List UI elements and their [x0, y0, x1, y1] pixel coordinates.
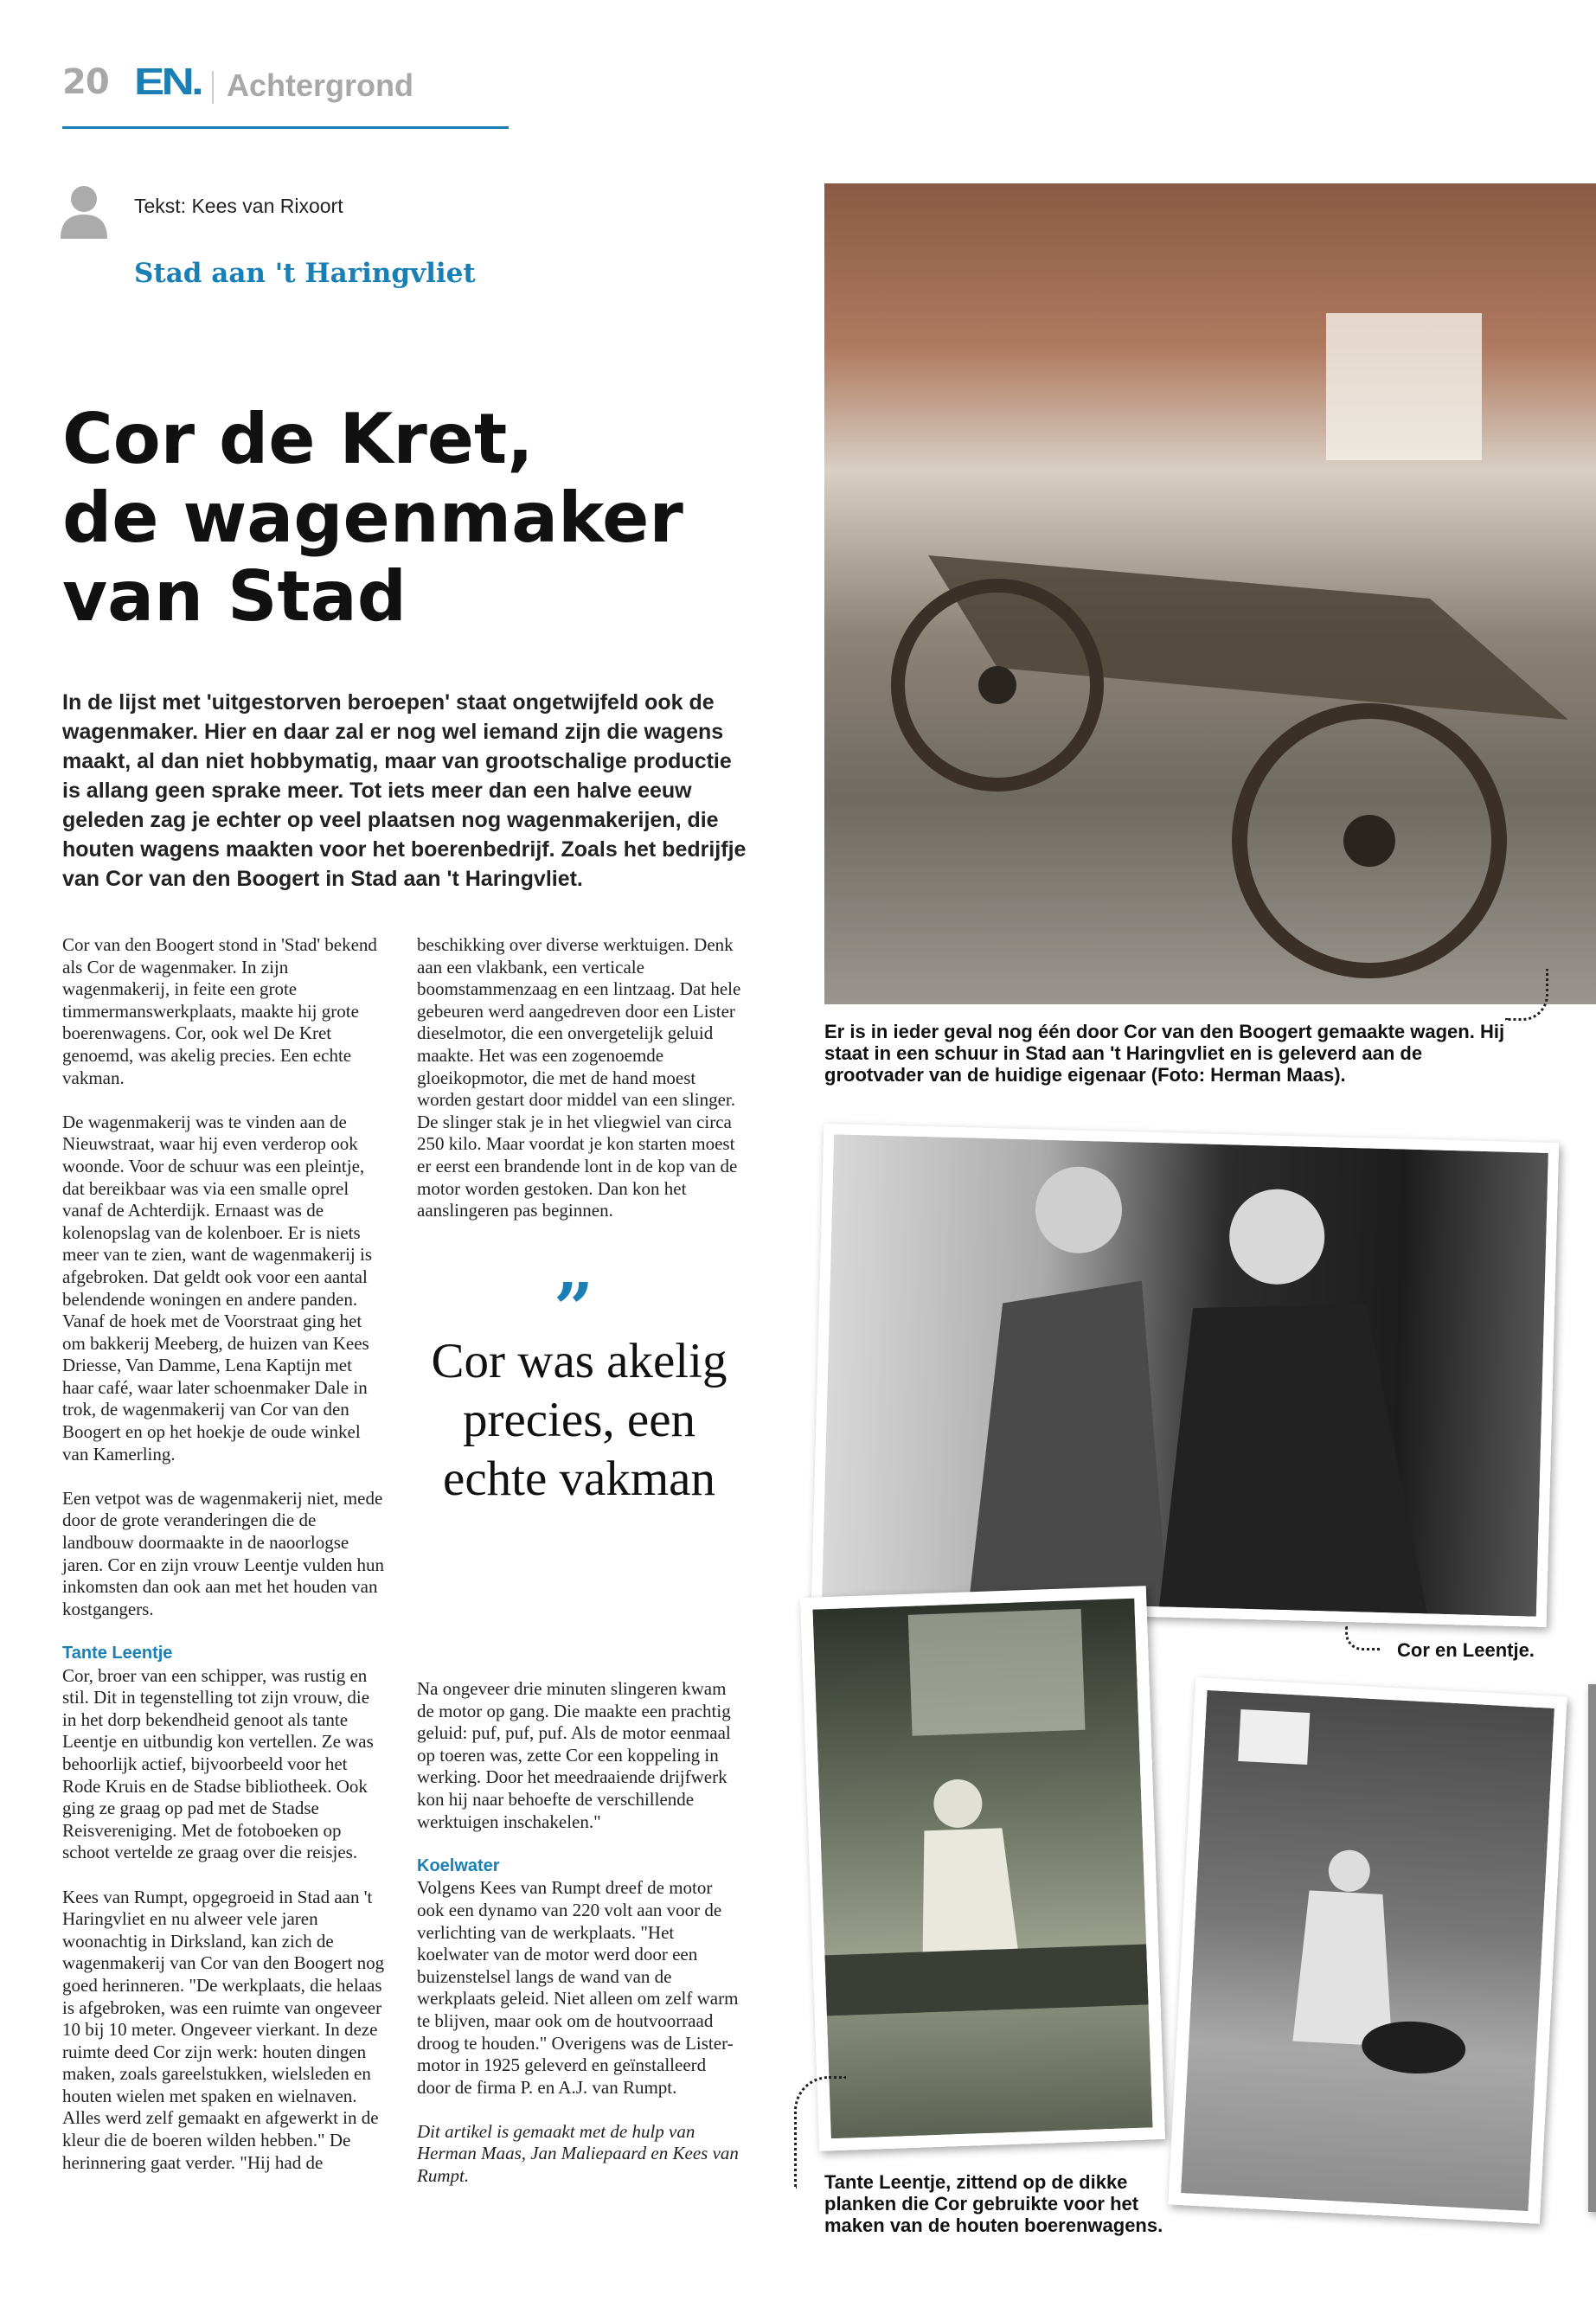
paragraph: Na ongeveer drie minuten slingeren kwam de motor op gang. Die maakte een prachtig geluid: puf, puf, puf. Als de motor eenmaal op toeren was, zette Cor een koppeling in werking. Door het meedraaiende drijfwerk kon hij naar behoefte de verschillende werktuigen inschakelen." — [417, 1678, 731, 1832]
author-avatar-icon — [59, 182, 109, 239]
caption-pointer — [1505, 969, 1548, 1021]
article-column-1 — [62, 934, 387, 2196]
header-separator — [212, 71, 214, 104]
caption-pointer — [1345, 1626, 1380, 1650]
page-number: 20 — [62, 62, 109, 102]
leentje-dog-illustration — [1181, 1690, 1554, 2211]
headline-line: van Stad — [62, 556, 407, 637]
leentje-seated-photo — [800, 1586, 1165, 2151]
paragraph: beschikking over diverse werktuigen. Denk aan een vlakbank, een verticale boomstammenzaag en een lintzaag. Dat hele gebeuren werd aangedreven door een Lister dieselmotor, die een onvergetelijk geluid maakte. Het was een zogenoemde gloeikopmotor, die met de hand moest worden gestart door middel van een slinger. De slinger stak je in het vliegwiel van circa 250 kilo. Maar voordat je kon starten moest er eerst een brandende lont in de kop van de motor worden gestoken. Dan kon het aanslingeren pas beginnen. — [417, 934, 741, 1221]
pull-quote: Cor was akelig precies, een echte vakman — [431, 1334, 727, 1506]
leentje-seated-illustration — [812, 1599, 1152, 2139]
paragraph: Een vetpot was de wagenmakerij niet, mede door de grote veranderingen die de landbouw doormaakte in de naoorlogse jaren. Cor en zijn vrouw Leentje vulden hun inkomsten dan ook aan met het houden van kostgangers. — [62, 1487, 385, 1619]
couple-illustration — [822, 1134, 1548, 1616]
subheading: Tante Leentje — [62, 1644, 173, 1663]
lead-paragraph: In de lijst met 'uitgestorven beroepen' staat ongetwijfeld ook de wagenmaker. Hier en daar zal er nog wel iemand zijn die wagens maakt, al dan niet hobbymatig, maar van grootschalige productie is allang geen sprake meer. Tot iets meer dan een halve eeuw geleden zag je echter op veel plaatsen nog wagenmakerijen, die houten wagens maakten voor het boerenbedrijf. Zoals het bedrijfje van Cor van den Boogert in Stad aan 't Haringvliet. — [62, 690, 747, 891]
headline — [62, 400, 754, 636]
credit-note: Dit artikel is gemaakt met de hulp van Herman Maas, Jan Maliepaard en Kees van Rumpt. — [417, 2120, 739, 2187]
paragraph: Volgens Kees van Rumpt dreef de motor ook een dynamo van 220 volt aan voor de verlichting van de werkplaats. "Het koelwater van de motor werd door een buizenstelsel langs de wand van de werkplaats geleid. Niet alleen om zelf warm te blijven, maar ook om de houtvoorraad droog te houden." Overigens was de Lister-motor in 1925 geleverd en geïnstalleerd door de firma P. en A.J. van Rumpt. — [417, 1877, 739, 2098]
section-title: Achtergrond — [227, 67, 413, 103]
wagon-illustration — [824, 183, 1596, 1004]
paragraph: Cor van den Boogert stond in 'Stad' bekend als Cor de wagenmaker. In zijn wagenmakerij, in feite een grote timmermanswerkplaats, maakte hij grote boerenwagens. Cor, ook wel De Kret genoemd, was akelig precies. Een echte vakman. — [62, 934, 377, 1088]
paragraph: Kees van Rumpt, opgegroeid in Stad aan 't Haringvliet en nu alweer vele jaren woonachtig in Dirksland, kan zich de wagenmakerij van Cor van den Boogert nog goed herinneren. "De werkplaats, die helaas is afgebroken, was een ruimte van ongeveer 10 bij 10 meter. Ongeveer vierkant. In deze ruimte deed Cor zijn werk: houten dingen maken, zoals gareelstukken, wielsleden en houten wielen met spaken en wielnaven. Alles werd zelf gemaakt en afgewerkt in de kleur die de boeren wilden hebben." De herinnering gaat verder. "Hij had de — [62, 1886, 385, 2173]
article-column-2-top — [417, 934, 741, 1244]
quote-mark-icon: ” — [554, 1267, 594, 1349]
headline-line: de wagenmaker — [62, 478, 683, 558]
wagon-photo-caption: Er is in ieder geval nog één door Cor van den Boogert gemaakte wagen. Hij staat in een schuur in Stad aan 't Haringvliet en is geleverd aan de grootvader van de huidige eigenaar (Foto: Herman Maas). — [824, 1021, 1505, 1086]
leentje-photo-caption: Tante Leentje, zittend op de dikke planken die Cor gebruikte voor het maken van de houten boerenwagens. — [824, 2171, 1163, 2236]
wagon-photo — [824, 183, 1596, 1004]
paragraph: Cor, broer van een schipper, was rustig en stil. Dit in tegenstelling tot zijn vrouw, die in het dorp bekendheid genoot als tante Leentje en uitbundig kon vertellen. Ze was behoorlijk actief, bijvoorbeeld voor het Rode Kruis en de Stadse bibliotheek. Ook ging ze graag op pad met de Stadse Reisvereniging. Met de fotoboeken op schoot vertelde ze graag over die reisjes. — [62, 1664, 374, 1863]
article-column-2-bottom — [417, 1678, 741, 2209]
partial-photo-edge — [1588, 1684, 1596, 2212]
paragraph: De wagenmakerij was te vinden aan de Nieuwstraat, waar hij even verderop ook woonde. Voor de schuur was een pleintje, dat bereikbaar was via een smalle oprel vanaf de Achterdijk. Ernaast was de kolenopslag van de kolenboer. Er is niets meer van te zien, want de wagenmakerij is afgebroken. Dat geldt ook voor een aantal belendende woningen en andere panden. Vanaf de hoek met de Voorstraat ging het om bakkerij Meeberg, de huizen van Kees Driesse, Van Damme, Lena Kaptijn met haar café, waar later schoenmaker Dale in trok, de wagenmakerij van Cor van den Boogert en op het hoekje de oude winkel van Kamerling. — [62, 1111, 373, 1465]
byline: Tekst: Kees van Rixoort — [134, 195, 343, 217]
header-rule — [62, 126, 509, 129]
couple-photo-caption: Cor en Leentje. — [1397, 1639, 1535, 1661]
headline-line: Cor de Kret, — [62, 399, 534, 479]
publication-logo: EN. — [134, 61, 202, 103]
kicker: Stad aan 't Haringvliet — [134, 258, 476, 289]
couple-photo — [811, 1124, 1559, 1627]
leentje-dog-photo — [1168, 1677, 1567, 2224]
subheading: Koelwater — [417, 1856, 500, 1875]
